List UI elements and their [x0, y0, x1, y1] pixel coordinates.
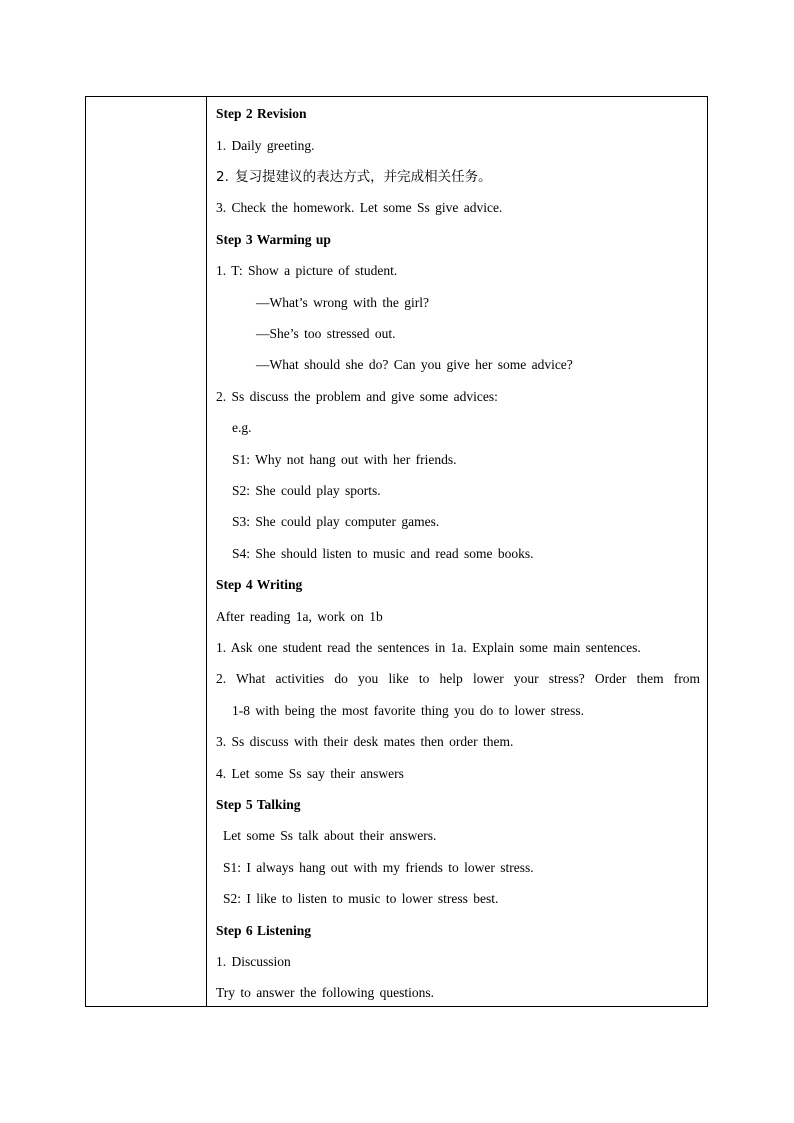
text-line: S2: I like to listen to music to lower stress best. [223, 891, 499, 906]
text-line: 3. Ss discuss with their desk mates then order them. [216, 734, 514, 749]
text-line: Try to answer the following questions. [216, 985, 434, 1000]
text-line: e.g. [232, 420, 252, 435]
text-line: 2. Ss discuss the problem and give some advices: [216, 389, 498, 404]
text-line: Let some Ss talk about their answers. [223, 828, 437, 843]
text-line: 1. T: Show a picture of student. [216, 263, 398, 278]
text-line: 4. Let some Ss say their answers [216, 766, 404, 781]
text-line: S3: She could play computer games. [232, 514, 440, 529]
text-line: S1: Why not hang out with her friends. [232, 452, 457, 467]
text-line: —What’s wrong with the girl? [256, 295, 429, 310]
text-line: 1. Ask one student read the sentences in 1a. Explain some main sentences. [216, 640, 641, 655]
left-column-cell [86, 97, 207, 1006]
text-line: 1. Daily greeting. [216, 138, 315, 153]
text-line: 1. Discussion [216, 954, 291, 969]
lesson-plan-table [85, 96, 708, 1007]
text-line: 1-8 with being the most favorite thing you do to lower stress. [232, 703, 584, 718]
step-6-heading: Step 6 Listening [216, 923, 312, 938]
text-line: —She’s too stressed out. [256, 326, 396, 341]
step-2-heading: Step 2 Revision [216, 106, 307, 121]
step-4-heading: Step 4 Writing [216, 577, 303, 592]
text-line: S2: She could play sports. [232, 483, 381, 498]
text-line: —What should she do? Can you give her some advice? [256, 357, 573, 372]
text-line: S1: I always hang out with my friends to lower stress. [223, 860, 534, 875]
step-3-heading: Step 3 Warming up [216, 232, 331, 247]
text-line: After reading 1a, work on 1b [216, 609, 383, 624]
step-5-heading: Step 5 Talking [216, 797, 301, 812]
text-line: 2. What activities do you like to help lower your stress? Order them from [216, 671, 700, 686]
text-line: 2. 复习提建议的表达方式，并完成相关任务。 [216, 169, 492, 185]
text-line: S4: She should listen to music and read some books. [232, 546, 534, 561]
right-column-cell [208, 97, 707, 1006]
text-line: 3. Check the homework. Let some Ss give advice. [216, 200, 503, 215]
